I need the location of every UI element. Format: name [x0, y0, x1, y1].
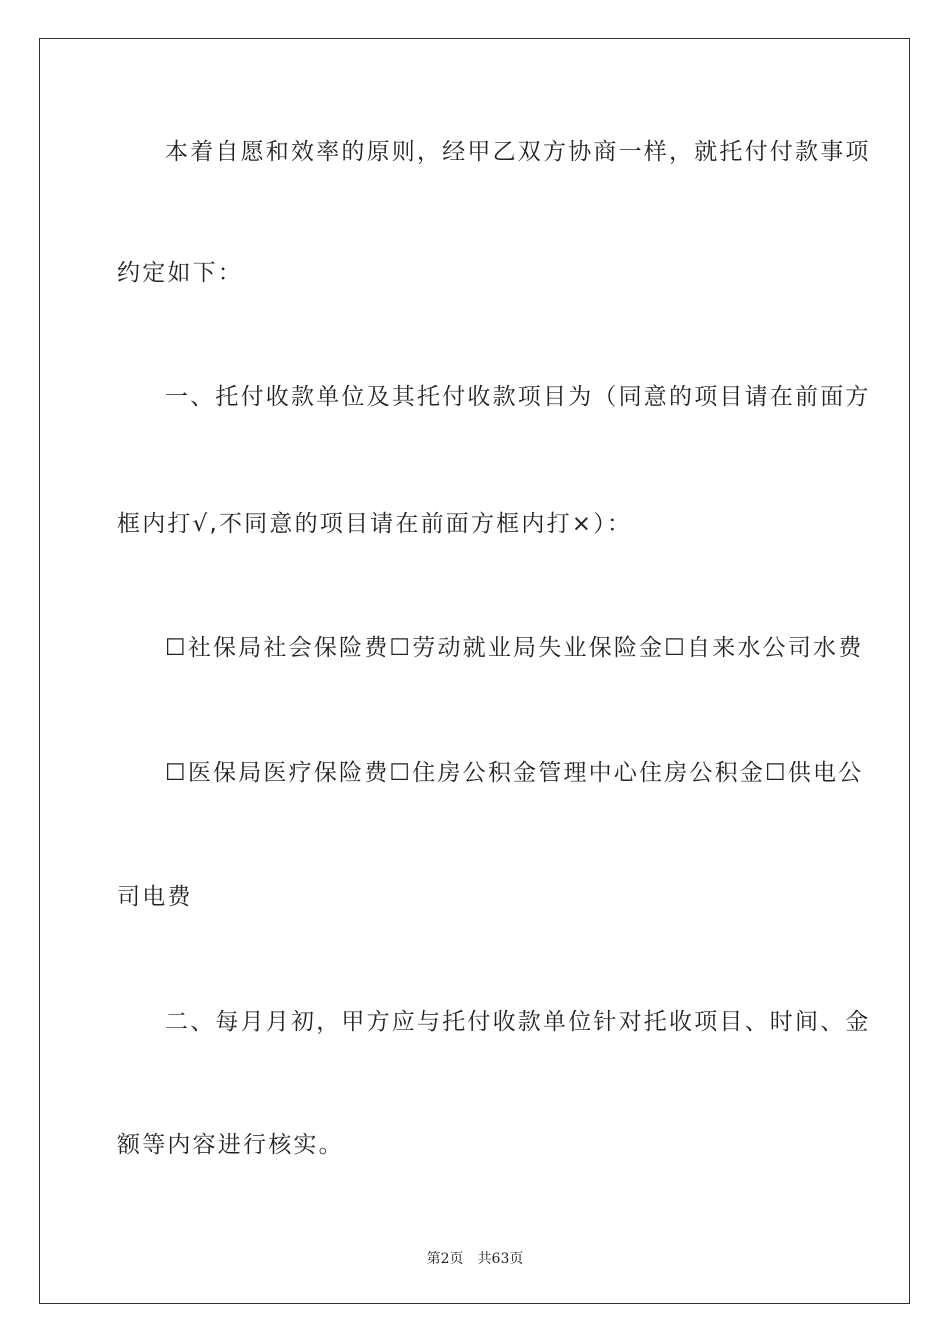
paragraph-3-line-2: 额等内容进行核实。: [117, 1132, 344, 1158]
page-border: [39, 38, 910, 1304]
page-total: 共63页: [477, 1251, 524, 1267]
paragraph-1-line-2: 约定如下：: [117, 260, 243, 286]
page-number: 第2页: [426, 1251, 464, 1267]
checkbox-line-1: ☐社保局社会保险费☐劳动就业局失业保险金☐自来水公司水费: [165, 635, 864, 661]
checkbox-line-3: 司电费: [117, 884, 193, 910]
page-footer: [0, 1248, 950, 1268]
paragraph-1-line-1: 本着自愿和效率的原则，经甲乙双方协商一样，就托付付款事项: [165, 139, 871, 165]
paragraph-2-line-1: 一、托付收款单位及其托付收款项目为（同意的项目请在前面方: [165, 384, 871, 410]
checkbox-line-2: ☐医保局医疗保险费☐住房公积金管理中心住房公积金☐供电公: [165, 760, 864, 786]
paragraph-2-line-2: 框内打√,不同意的项目请在前面方框内打×）：: [117, 511, 633, 537]
paragraph-3-line-1: 二、每月月初，甲方应与托付收款单位针对托收项目、时间、金: [165, 1009, 871, 1035]
